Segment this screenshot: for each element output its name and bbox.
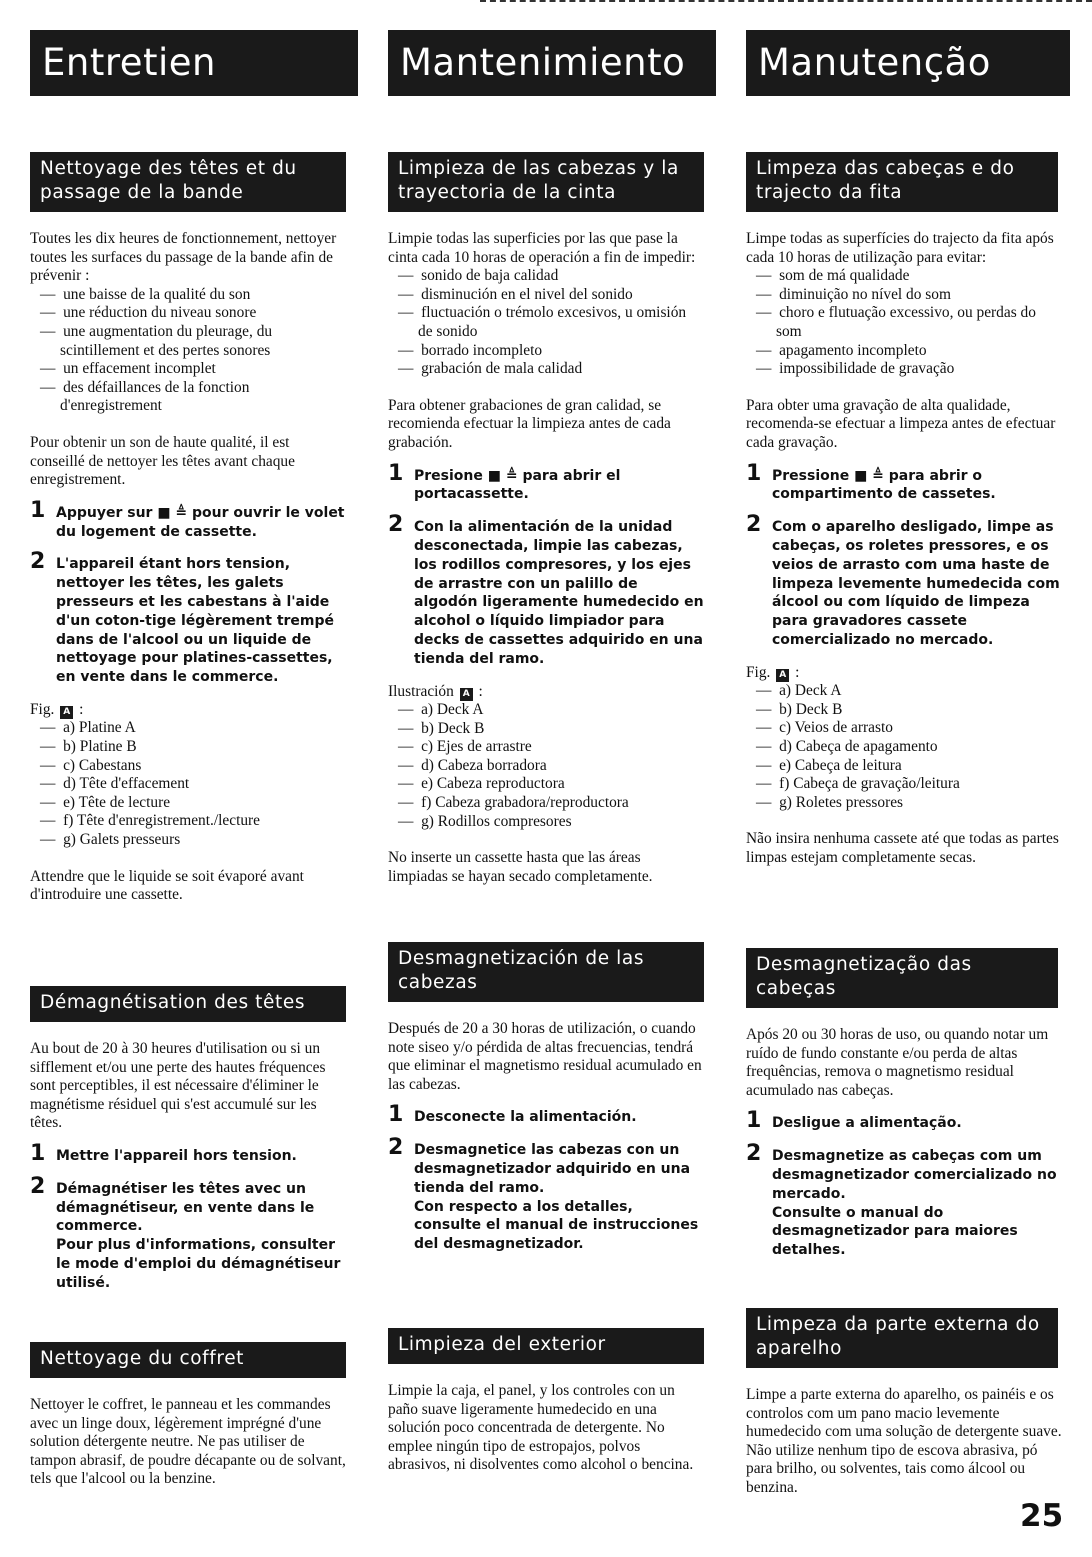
list-item: — fluctuación o trémolo excesivos, u omisión de sonido xyxy=(388,304,704,341)
list-item: — diminuição no nível do som xyxy=(746,286,1062,305)
step: 2 Desmagnetize as cabeças com um desmagnetizador comercializado no mercado. Consulte o manual do desmagnetizador para maiores detalhes. xyxy=(746,1141,1057,1259)
body-text: Não insira nenhuma cassete até que todas as partes limpas estejam completamente secas. xyxy=(746,830,1059,867)
intro-text: Toutes les dix heures de fonctionnement, nettoyer toutes les surfaces du passage de la bande afin de prévenir : xyxy=(30,230,337,285)
bullet-list xyxy=(388,267,704,379)
step: 1 Appuyer sur ■ ≜ pour ouvrir le volet du logement de cassette. xyxy=(30,497,345,540)
step: 1 Mettre l'appareil hors tension. xyxy=(30,1140,297,1166)
section-heading: Desmagnetização das cabeças xyxy=(746,948,1058,1008)
page-number: 25 xyxy=(1020,1498,1064,1534)
list-item: — f) Tête d'enregistrement./lecture xyxy=(30,812,346,831)
list-item: — apagamento incompleto xyxy=(746,342,1062,361)
section-body xyxy=(30,1040,346,1307)
body-text: Após 20 ou 30 horas de uso, ou quando notar um ruído de fundo constante e/ou perda de altas frequências, remova o magnetismo residual acumulado nas cabeças. xyxy=(746,1026,1049,1099)
list-item: — e) Tête de lecture xyxy=(30,794,346,813)
list-item: — grabación de mala calidad xyxy=(388,360,704,379)
section-heading: Limpieza de las cabezas y la trayectoria de la cinta xyxy=(388,152,704,212)
list-item: — sonido de baja calidad xyxy=(388,267,704,286)
body-text: Para obtener grabaciones de gran calidad, se recomienda efectuar la limpieza antes de cada grabación. xyxy=(388,396,671,451)
list-item: — a) Deck A xyxy=(746,682,1062,701)
list-item: — som de má qualidade xyxy=(746,267,1062,286)
body-text: Limpie la caja, el panel, y los controles con un paño suave ligeramente humedecido en una solución poco concentrada de detergente. No emplee ningún tipo de estropajos, polvos abrasivos, ni disolventes como alcohol o bencina. xyxy=(388,1382,694,1474)
list-item: — f) Cabeça de gravação/leitura xyxy=(746,775,1062,794)
list-item: — e) Cabeza reproductora xyxy=(388,775,704,794)
section-body xyxy=(30,1396,346,1489)
section-body xyxy=(746,230,1062,868)
figure-a-icon: A xyxy=(60,706,73,719)
list-item: — d) Cabeça de apagamento xyxy=(746,738,1062,757)
step: 2 Com o aparelho desligado, limpe as cabeças, os roletes pressores, e os veios de arrasto com uma haste de limpeza levemente humedecida com álcool ou com líquido de limpeza para gravadores cassete comercializado no mercado. xyxy=(746,512,1060,648)
list-item: — un effacement incomplet xyxy=(30,360,346,379)
figure-a-icon: A xyxy=(460,688,473,701)
list-item: — d) Tête d'effacement xyxy=(30,775,346,794)
bullet-list xyxy=(746,267,1062,379)
figure-caption: Ilustración A : xyxy=(388,682,483,700)
body-text: Attendre que le liquide se soit évaporé avant d'introduire une cassette. xyxy=(30,867,304,904)
section-body xyxy=(746,1026,1062,1274)
body-text: Después de 20 a 30 horas de utilización, o cuando note siseo y/o pérdida de altas frecuencias, tendrá que eliminar el magnetismo residual acumulado en las cabezas. xyxy=(388,1020,702,1093)
section-body xyxy=(388,230,704,886)
top-dashed-rule xyxy=(480,0,1092,2)
section-heading: Limpeza das cabeças e do trajecto da fita xyxy=(746,152,1058,212)
list-item: — des défaillances de la fonction d'enregistrement xyxy=(30,379,346,416)
step: 2 Desmagnetice las cabezas con un desmagnetizador adquirido en una tienda del ramo. Con respecto a los detalles, consulte el manual de instrucciones del desmagnetizador. xyxy=(388,1135,699,1253)
section-heading: Nettoyage des têtes et du passage de la bande xyxy=(30,152,346,212)
column-french xyxy=(30,30,350,1488)
list-item: — impossibilidade de gravação xyxy=(746,360,1062,379)
column-spanish xyxy=(388,30,708,1474)
step: 1 Desconecte la alimentación. xyxy=(388,1102,637,1128)
section-heading: Desmagnetización de las cabezas xyxy=(388,942,704,1002)
list-item: — g) Roletes pressores xyxy=(746,794,1062,813)
list-item: — c) Ejes de arrastre xyxy=(388,738,704,757)
intro-text: Limpe todas as superfícies do trajecto da fita após cada 10 horas de utilização para evitar: xyxy=(746,230,1054,266)
list-item: — choro e flutuação excessivo, ou perdas do som xyxy=(746,304,1062,341)
column-title: Entretien xyxy=(30,30,358,96)
step: 1 Desligue a alimentação. xyxy=(746,1108,962,1134)
section-heading: Limpeza da parte externa do aparelho xyxy=(746,1308,1058,1368)
body-text: Limpe a parte externa do aparelho, os painéis e os controlos com um pano macio levemente humedecido com uma solução de detergente suave. Não utilize nenhum tipo de escova abrasiva, pó para brilho, ou solventes, tais como álcool ou benzina. xyxy=(746,1386,1062,1496)
step: 2 L'appareil étant hors tension, nettoyer les têtes, les galets presseurs et les cabestans à l'aide d'un coton-tige légèrement trempé dans de l'alcool ou un liquide de nettoyage pour platines-cassettes, en vente dans le commerce. xyxy=(30,549,335,686)
figure-a-icon: A xyxy=(776,669,789,682)
step: 2 Con la alimentación de la unidad desconectada, limpie las cabezas, los rodillos compresores, y los ejes de arrastre con un palillo de algodón ligeramente humedecido en alcohol o líquido limpiador para decks de cassettes adquirido en una tienda del ramo. xyxy=(388,512,704,667)
list-item: — g) Galets presseurs xyxy=(30,831,346,850)
list-item: — une augmentation du pleurage, du scintillement et des pertes sonores xyxy=(30,323,346,360)
body-text: Pour obtenir un son de haute qualité, il est conseillé de nettoyer les têtes avant chaque enregistrement. xyxy=(30,433,295,489)
intro-text: Limpie todas las superficies por las que pase la cinta cada 10 horas de operación a fin de impedir: xyxy=(388,230,696,266)
section-body xyxy=(30,230,346,905)
column-title: Manutenção xyxy=(746,30,1070,96)
body-text: Nettoyer le coffret, le panneau et les commandes avec un linge doux, légèrement imprégné d'une solution détergente neutre. Ne pas utiliser de tampon abrasif, de poudre décapante ou de solvant, tels que l'alcool ou la benzine. xyxy=(30,1396,346,1488)
section-heading: Nettoyage du coffret xyxy=(30,1342,346,1378)
list-item: — f) Cabeza grabadora/reproductora xyxy=(388,794,704,813)
list-item: — une baisse de la qualité du son xyxy=(30,286,346,305)
step: 1 Presione ■ ≜ para abrir el portacassette. xyxy=(388,460,621,503)
list-item: — c) Cabestans xyxy=(30,757,346,776)
figure-legend xyxy=(746,682,1062,812)
figure-caption: Fig. A : xyxy=(746,663,800,681)
section-body xyxy=(746,1386,1062,1498)
list-item: — a) Platine A xyxy=(30,719,346,738)
list-item: — disminución en el nivel del sonido xyxy=(388,286,704,305)
body-text: Para obter uma gravação de alta qualidade, recomenda-se efectuar a limpeza antes de efectuar cada gravação. xyxy=(746,396,1056,451)
list-item: — b) Deck B xyxy=(388,720,704,739)
body-text: Au bout de 20 à 30 heures d'utilisation ou si un sifflement et/ou une perte des hautes fréquences sont perceptibles, il est nécessaire d'éliminer le magnétisme résiduel qui s'est accumulé sur les têtes. xyxy=(30,1040,326,1132)
section-heading: Limpieza del exterior xyxy=(388,1328,704,1364)
column-portuguese xyxy=(746,30,1066,1496)
list-item: — c) Veios de arrasto xyxy=(746,719,1062,738)
list-item: — d) Cabeza borradora xyxy=(388,757,704,776)
list-item: — b) Platine B xyxy=(30,738,346,757)
list-item: — b) Deck B xyxy=(746,701,1062,720)
body-text: No inserte un cassette hasta que las áreas limpiadas se hayan secado completamente. xyxy=(388,849,653,885)
bullet-list xyxy=(30,286,346,416)
list-item: — g) Rodillos compresores xyxy=(388,813,704,832)
list-item: — a) Deck A xyxy=(388,701,704,720)
list-item: — une réduction du niveau sonore xyxy=(30,304,346,323)
figure-legend xyxy=(388,701,704,831)
list-item: — e) Cabeça de leitura xyxy=(746,757,1062,776)
list-item: — borrado incompleto xyxy=(388,342,704,361)
figure-caption: Fig. A : xyxy=(30,700,84,718)
column-title: Mantenimiento xyxy=(388,30,716,96)
step: 2 Démagnétiser les têtes avec un démagnétiseur, en vente dans le commerce. Pour plus d'informations, consulter le mode d'emploi du démagnétiseur utilisé. xyxy=(30,1173,341,1291)
section-body xyxy=(388,1020,704,1268)
section-body xyxy=(388,1382,704,1475)
figure-legend xyxy=(30,719,346,849)
section-heading: Démagnétisation des têtes xyxy=(30,986,346,1022)
step: 1 Pressione ■ ≜ para abrir o compartimento de cassetes. xyxy=(746,460,996,503)
